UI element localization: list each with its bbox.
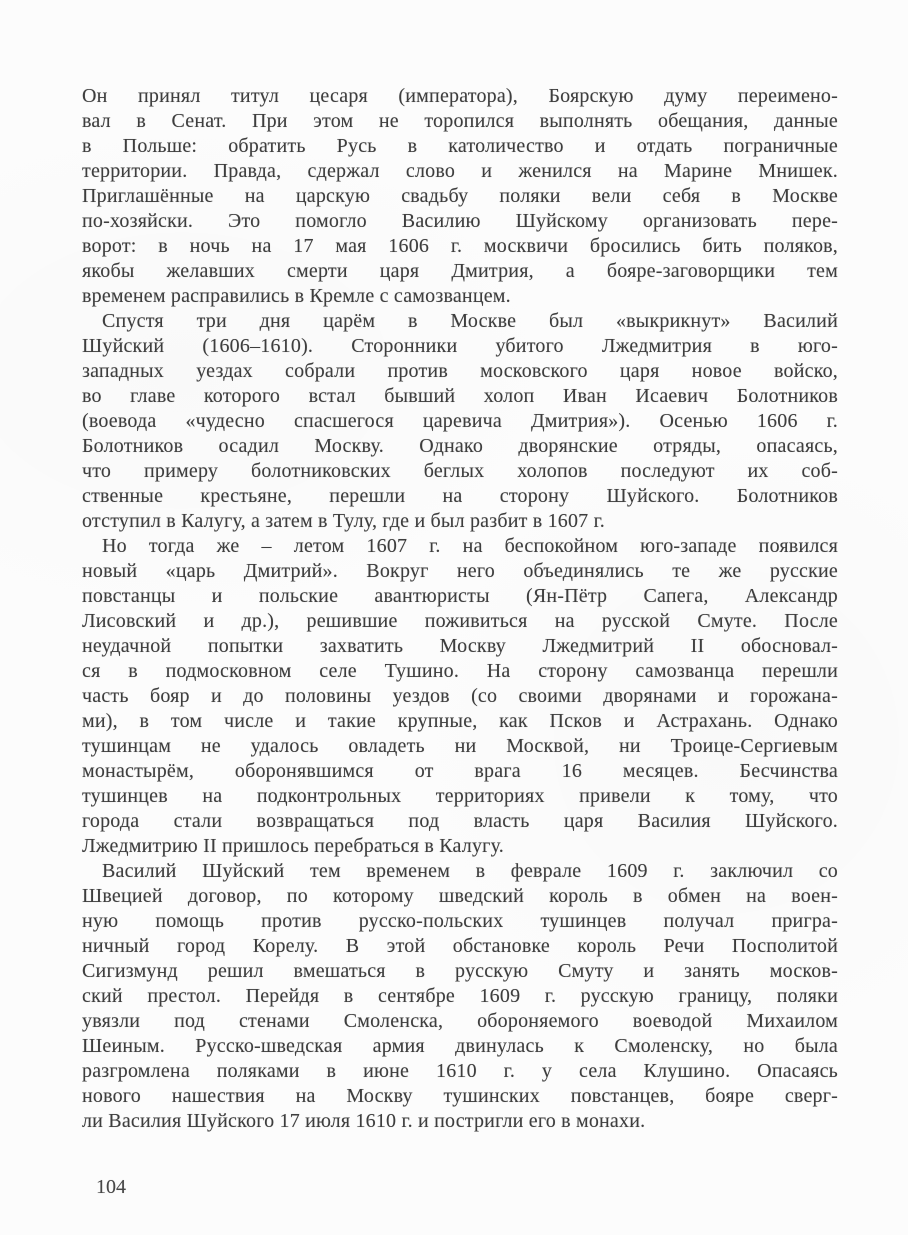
text-line: тушинцев на подконтрольных территориях привели к тому, что (82, 785, 838, 807)
text-line: Приглашённые на царскую свадьбу поляки вели себя в Москве (82, 185, 838, 207)
text-line: нового нашествия на Москву тушинских повстанцев, бояре сверг- (82, 1085, 838, 1107)
text-line: Болотников осадил Москву. Однако дворянские отряды, опасаясь, (82, 435, 838, 457)
text-line: неудачной попытки захватить Москву Лжедмитрий II обосновал- (82, 635, 838, 657)
page-text (82, 84, 838, 1134)
text-line: Шеиным. Русско-шведская армия двинулась к Смоленску, но была (82, 1035, 838, 1057)
text-line: увязли под стенами Смоленска, обороняемого воеводой Михаилом (82, 1010, 838, 1032)
text-line: часть бояр и до половины уездов (со своими дворянами и горожана- (82, 685, 838, 707)
text-line: временем расправились в Кремле с самозванцем. (82, 285, 511, 307)
text-line: тушинцам не удалось овладеть ни Москвой, ни Троице-Сергиевым (82, 735, 838, 757)
paragraph (82, 534, 838, 859)
text-line: вал в Сенат. При этом не торопился выполнять обещания, данные (82, 110, 838, 132)
text-line: ся в подмосковном селе Тушино. На сторону самозванца перешли (82, 660, 838, 682)
text-line: повстанцы и польские авантюристы (Ян-Пётр Сапега, Александр (82, 585, 838, 607)
paragraph (82, 859, 838, 1134)
text-line: ную помощь против русско-польских тушинцев получал пригра- (82, 910, 838, 932)
text-line: Он принял титул цесаря (императора), Боярскую думу переимено- (82, 85, 838, 107)
text-line: Василий Шуйский тем временем в феврале 1609 г. заключил со (102, 860, 838, 882)
text-line: Шуйский (1606–1610). Сторонники убитого Лжедмитрия в юго- (82, 335, 838, 357)
text-line: ми), в том числе и такие крупные, как Псков и Астрахань. Однако (82, 710, 838, 732)
text-line: что примеру болотниковских беглых холопов последуют их соб- (82, 460, 838, 482)
text-line: по-хозяйски. Это помогло Василию Шуйскому организовать пере- (82, 210, 838, 232)
text-line: ворот: в ночь на 17 мая 1606 г. москвичи бросились бить поляков, (82, 235, 838, 257)
text-line: монастырём, оборонявшимся от врага 16 месяцев. Бесчинства (82, 760, 838, 782)
text-line: Спустя три дня царём в Москве был «выкрикнут» Василий (102, 310, 838, 332)
text-line: территории. Правда, сдержал слово и женился на Марине Мнишек. (82, 160, 838, 182)
paragraph (82, 84, 838, 309)
text-line: западных уездах собрали против московского царя новое войско, (82, 360, 838, 382)
text-line: Швецией договор, по которому шведский король в обмен на воен- (82, 885, 838, 907)
text-line: Лисовский и др.), решившие поживиться на русской Смуте. После (82, 610, 838, 632)
text-line: отступил в Калугу, а затем в Тулу, где и был разбит в 1607 г. (82, 510, 605, 532)
paragraph (82, 309, 838, 534)
text-line: новый «царь Дмитрий». Вокруг него объединялись те же русские (82, 560, 838, 582)
text-line: разгромлена поляками в июне 1610 г. у села Клушино. Опасаясь (82, 1060, 838, 1082)
text-line: Но тогда же – летом 1607 г. на беспокойном юго-западе появился (102, 535, 838, 557)
text-line: якобы желавших смерти царя Дмитрия, а бояре-заговорщики тем (82, 260, 838, 282)
text-line: ничный город Корелу. В этой обстановке король Речи Посполитой (82, 935, 838, 957)
text-line: ли Василия Шуйского 17 июля 1610 г. и постригли его в монахи. (82, 1110, 646, 1132)
text-line: (воевода «чудесно спасшегося царевича Дмитрия»). Осенью 1606 г. (82, 410, 838, 432)
text-line: ственные крестьяне, перешли на сторону Шуйского. Болотников (82, 485, 838, 507)
text-line: Сигизмунд решил вмешаться в русскую Смуту и занять москов- (82, 960, 838, 982)
page-number: 104 (96, 1176, 126, 1198)
text-line: в Польше: обратить Русь в католичество и отдать пограничные (82, 135, 838, 157)
text-line: Лжедмитрию II пришлось перебраться в Калугу. (82, 835, 504, 857)
text-line: во главе которого встал бывший холоп Иван Исаевич Болотников (82, 385, 838, 407)
text-line: города стали возвращаться под власть царя Василия Шуйского. (82, 810, 838, 832)
text-line: ский престол. Перейдя в сентябре 1609 г. русскую границу, поляки (82, 985, 838, 1007)
